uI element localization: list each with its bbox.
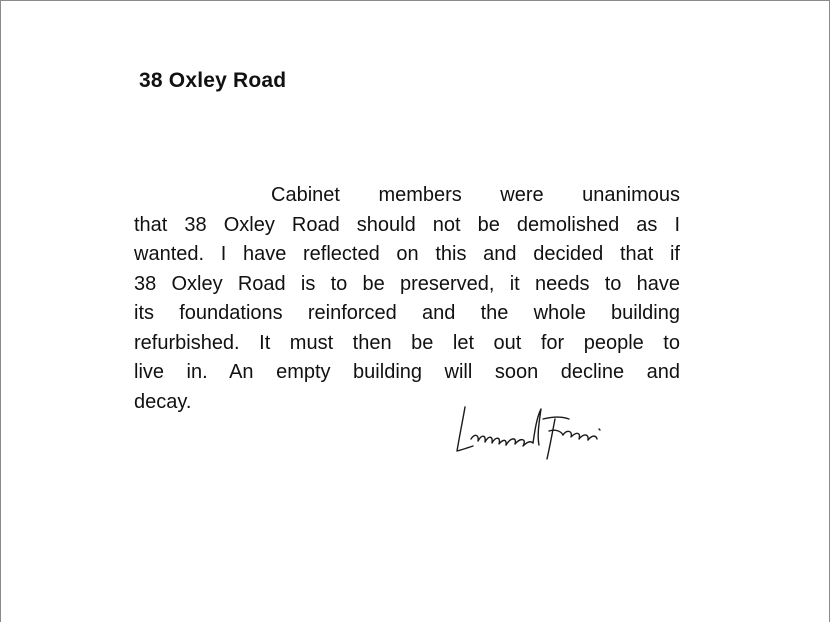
document-title: 38 Oxley Road <box>139 69 287 92</box>
body-line: wanted. I have reflected on this and decided that if <box>134 243 680 265</box>
body-line: its foundations reinforced and the whole building <box>134 302 680 324</box>
handwritten-signature <box>451 399 631 469</box>
signature-icon <box>451 399 631 469</box>
body-line: decay. <box>134 390 192 413</box>
document-body <box>134 181 680 417</box>
body-line: 38 Oxley Road is to be preserved, it needs to have <box>134 272 680 295</box>
body-line: Cabinet members were unanimous <box>271 184 680 206</box>
body-line: that 38 Oxley Road should not be demolished as I <box>134 213 680 236</box>
body-line: refurbished. It must then be let out for people to <box>134 331 680 354</box>
body-line: live in. An empty building will soon decline and <box>134 361 680 383</box>
